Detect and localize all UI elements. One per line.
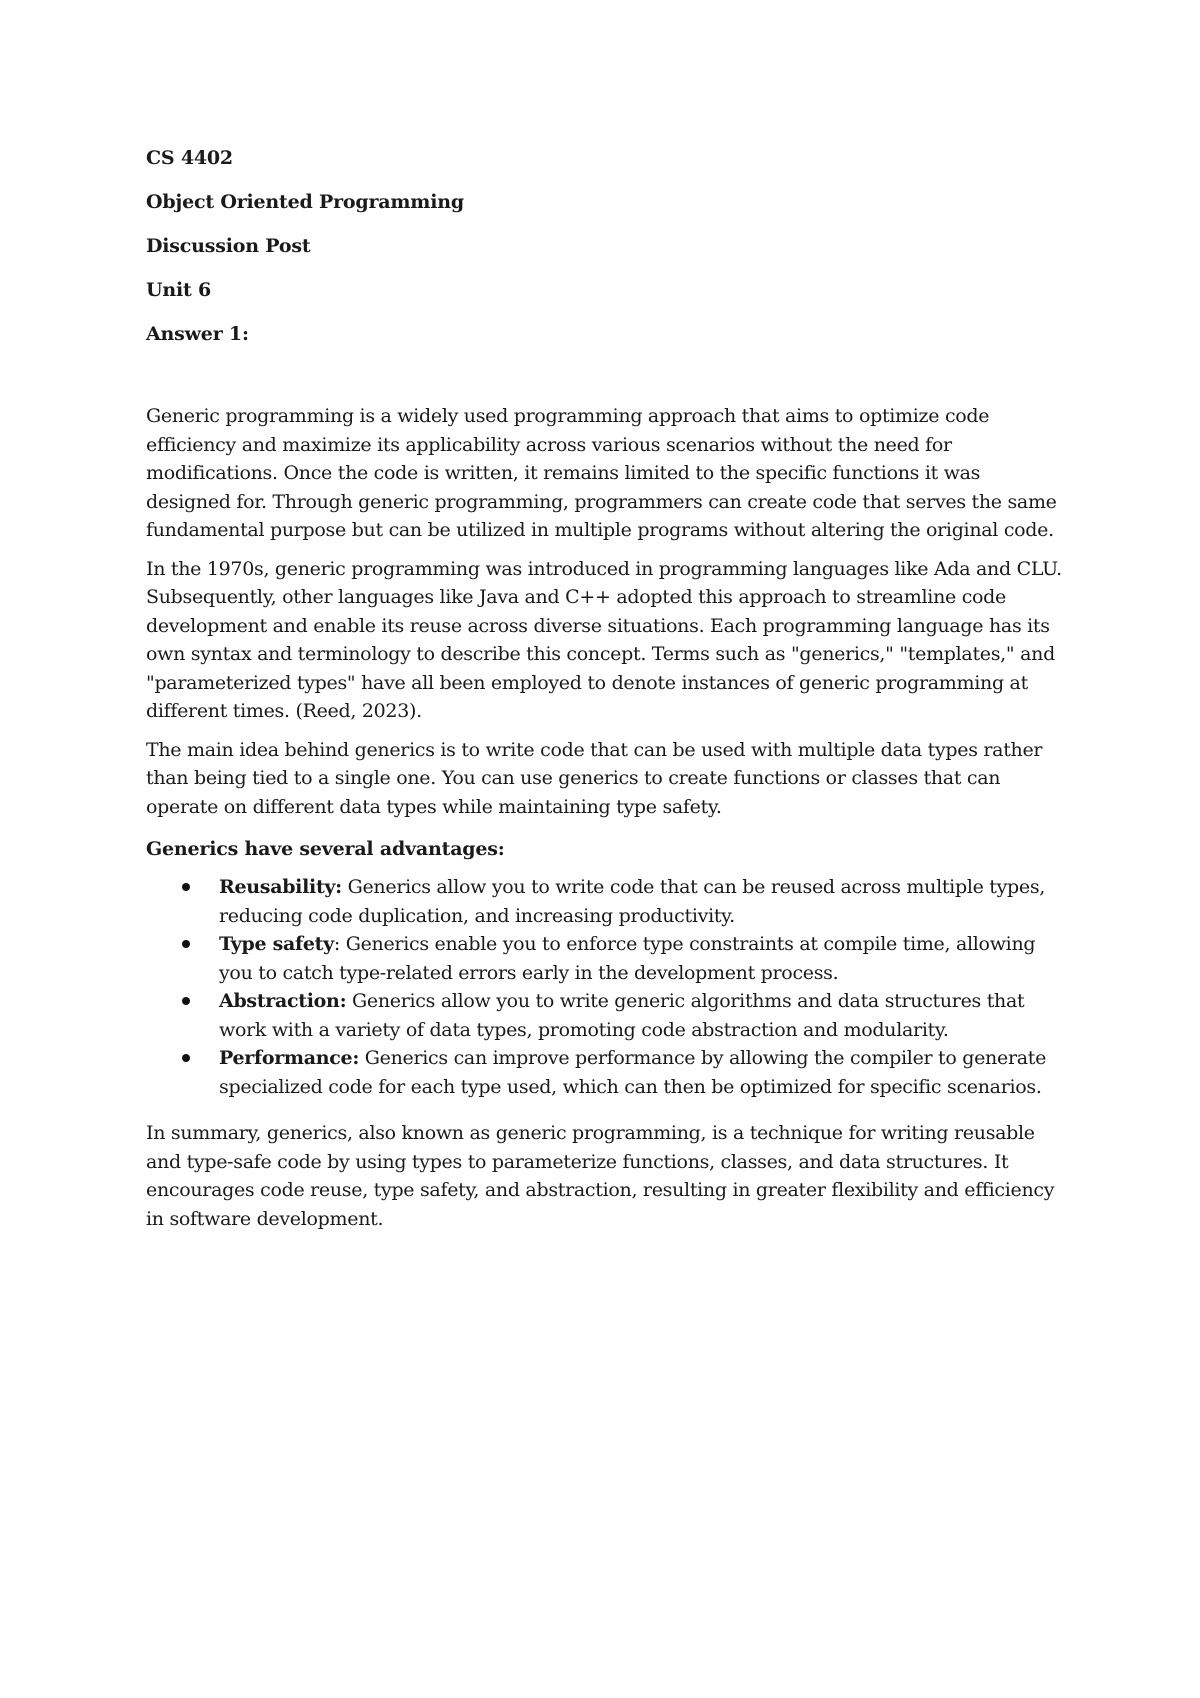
advantage-text: Generics allow you to write generic algorithms and data structures that work with a variety of data types, promoting code abstraction and modularity. (219, 990, 1025, 1041)
advantage-text: Generics can improve performance by allowing the compiler to generate specialized code for each type used, which can then be optimized for specific scenarios. (219, 1047, 1047, 1098)
bullet-icon (182, 997, 190, 1005)
list-item-performance (146, 1044, 1066, 1101)
answer-label: Answer 1: (146, 323, 249, 345)
assignment-type: Discussion Post (146, 235, 311, 257)
advantage-term: Reusability: (219, 876, 342, 898)
bullet-icon (182, 940, 190, 948)
advantage-term: Abstraction: (219, 990, 347, 1012)
list-item-abstraction (146, 987, 1066, 1044)
advantage-text: : Generics enable you to enforce type constraints at compile time, allowing you to catch type-related errors early in the development process. (219, 933, 1036, 984)
bullet-icon (182, 1054, 190, 1062)
list-item-type-safety (146, 930, 1066, 987)
advantage-term: Type safety (219, 933, 334, 955)
document-page (146, 146, 1066, 1243)
course-name: Object Oriented Programming (146, 191, 464, 213)
course-code: CS 4402 (146, 147, 233, 169)
advantage-term: Performance: (219, 1047, 360, 1069)
unit-label: Unit 6 (146, 279, 212, 301)
paragraph-main-idea: The main idea behind generics is to write code that can be used with multiple data types rather than being tied to a single one. You can use generics to create functions or classes that can operate on different data types while maintaining type safety. (146, 738, 1043, 818)
list-item-reusability (146, 873, 1066, 930)
bullet-icon (182, 883, 190, 891)
paragraph-summary: In summary, generics, also known as generic programming, is a technique for writing reusable and type-safe code by using types to parameterize functions, classes, and data structures. It encourages code reuse, type safety, and abstraction, resulting in greater flexibility and efficiency in software development. (146, 1122, 1055, 1230)
advantage-text: Generics allow you to write code that can be reused across multiple types, reducing code duplication, and increasing productivity. (219, 876, 1046, 927)
advantages-list (146, 873, 1066, 1101)
paragraph-intro: Generic programming is a widely used programming approach that aims to optimize code efficiency and maximize its applicability across various scenarios without the need for modifications. Once the code is written, it remains limited to the specific functions it was designed for. Through generic programming, programmers can create code that serves the same fundamental purpose but can be utilized in multiple programs without altering the original code. (146, 405, 1057, 541)
paragraph-history: In the 1970s, generic programming was introduced in programming languages like Ada and CLU. Subsequently, other languages like Java and C++ adopted this approach to streamline code development and enable its reuse across diverse situations. Each programming language has its own syntax and terminology to describe this concept. Terms such as "generics," "templates," and "parameterized types" have all been employed to denote instances of generic programming at different times. (Reed, 2023). (146, 557, 1062, 722)
advantages-heading: Generics have several advantages: (146, 838, 505, 860)
